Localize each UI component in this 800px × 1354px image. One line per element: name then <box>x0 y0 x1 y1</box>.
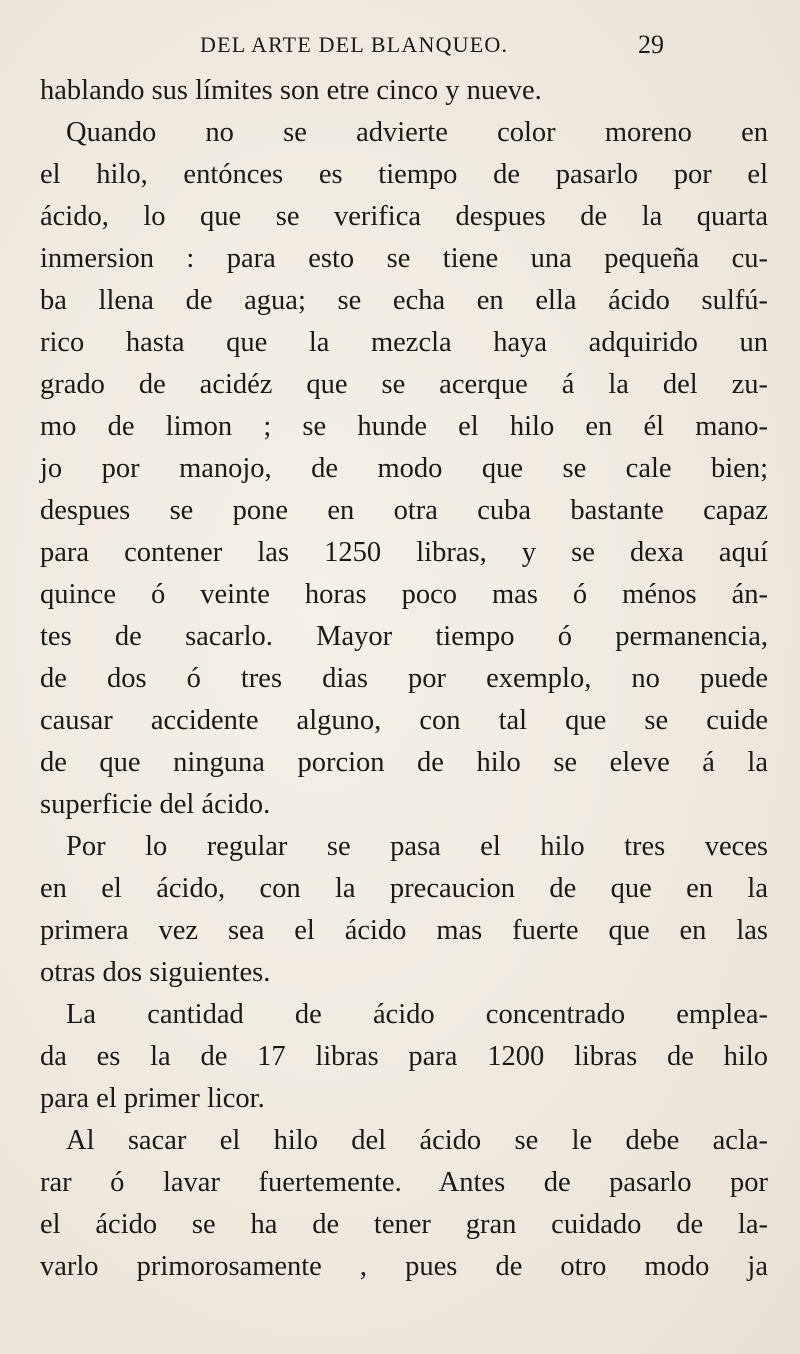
text-line: otras dos siguientes. <box>40 957 271 988</box>
text-line: causar accidente alguno, con tal que se cuide <box>40 705 768 736</box>
body-text <box>40 70 780 1288</box>
text-line: de que ninguna porcion de hilo se eleve á la <box>40 747 768 778</box>
running-title: DEL ARTE DEL BLANQUEO. <box>200 32 509 57</box>
text-line: hablando sus límites son etre cinco y nueve. <box>40 75 542 106</box>
text-line: rico hasta que la mezcla haya adquirido un <box>40 327 768 358</box>
text-line: grado de acidéz que se acerque á la del zu- <box>40 369 768 400</box>
text-line: Quando no se advierte color moreno en <box>66 117 768 148</box>
text-line: da es la de 17 libras para 1200 libras de hilo <box>40 1041 768 1072</box>
text-line: La cantidad de ácido concentrado emplea- <box>66 999 768 1030</box>
text-line: tes de sacarlo. Mayor tiempo ó permanencia, <box>40 621 768 652</box>
text-line: ácido, lo que se verifica despues de la quarta <box>40 201 768 232</box>
text-line: Al sacar el hilo del ácido se le debe acla- <box>66 1125 768 1156</box>
text-line: rar ó lavar fuertemente. Antes de pasarlo por <box>40 1167 768 1198</box>
text-line: Por lo regular se pasa el hilo tres veces <box>66 831 768 862</box>
text-line: inmersion : para esto se tiene una pequeña cu- <box>40 243 768 274</box>
text-line: para el primer licor. <box>40 1083 265 1114</box>
text-line: el ácido se ha de tener gran cuidado de la- <box>40 1209 768 1240</box>
text-line: primera vez sea el ácido mas fuerte que en las <box>40 915 768 946</box>
page-number: 29 <box>638 30 664 59</box>
text-line: mo de limon ; se hunde el hilo en él mano- <box>40 411 768 442</box>
running-header <box>0 30 800 66</box>
text-line: en el ácido, con la precaucion de que en la <box>40 873 768 904</box>
text-line: ba llena de agua; se echa en ella ácido sulfú- <box>40 285 768 316</box>
text-line: quince ó veinte horas poco mas ó ménos án- <box>40 579 768 610</box>
text-line: el hilo, entónces es tiempo de pasarlo por el <box>40 159 768 190</box>
text-line: despues se pone en otra cuba bastante capaz <box>40 495 768 526</box>
text-line: jo por manojo, de modo que se cale bien; <box>40 453 768 484</box>
text-line: varlo primorosamente , pues de otro modo ja <box>40 1251 768 1282</box>
text-line: para contener las 1250 libras, y se dexa aquí <box>40 537 768 568</box>
text-line: superficie del ácido. <box>40 789 271 820</box>
text-line: de dos ó tres dias por exemplo, no puede <box>40 663 768 694</box>
